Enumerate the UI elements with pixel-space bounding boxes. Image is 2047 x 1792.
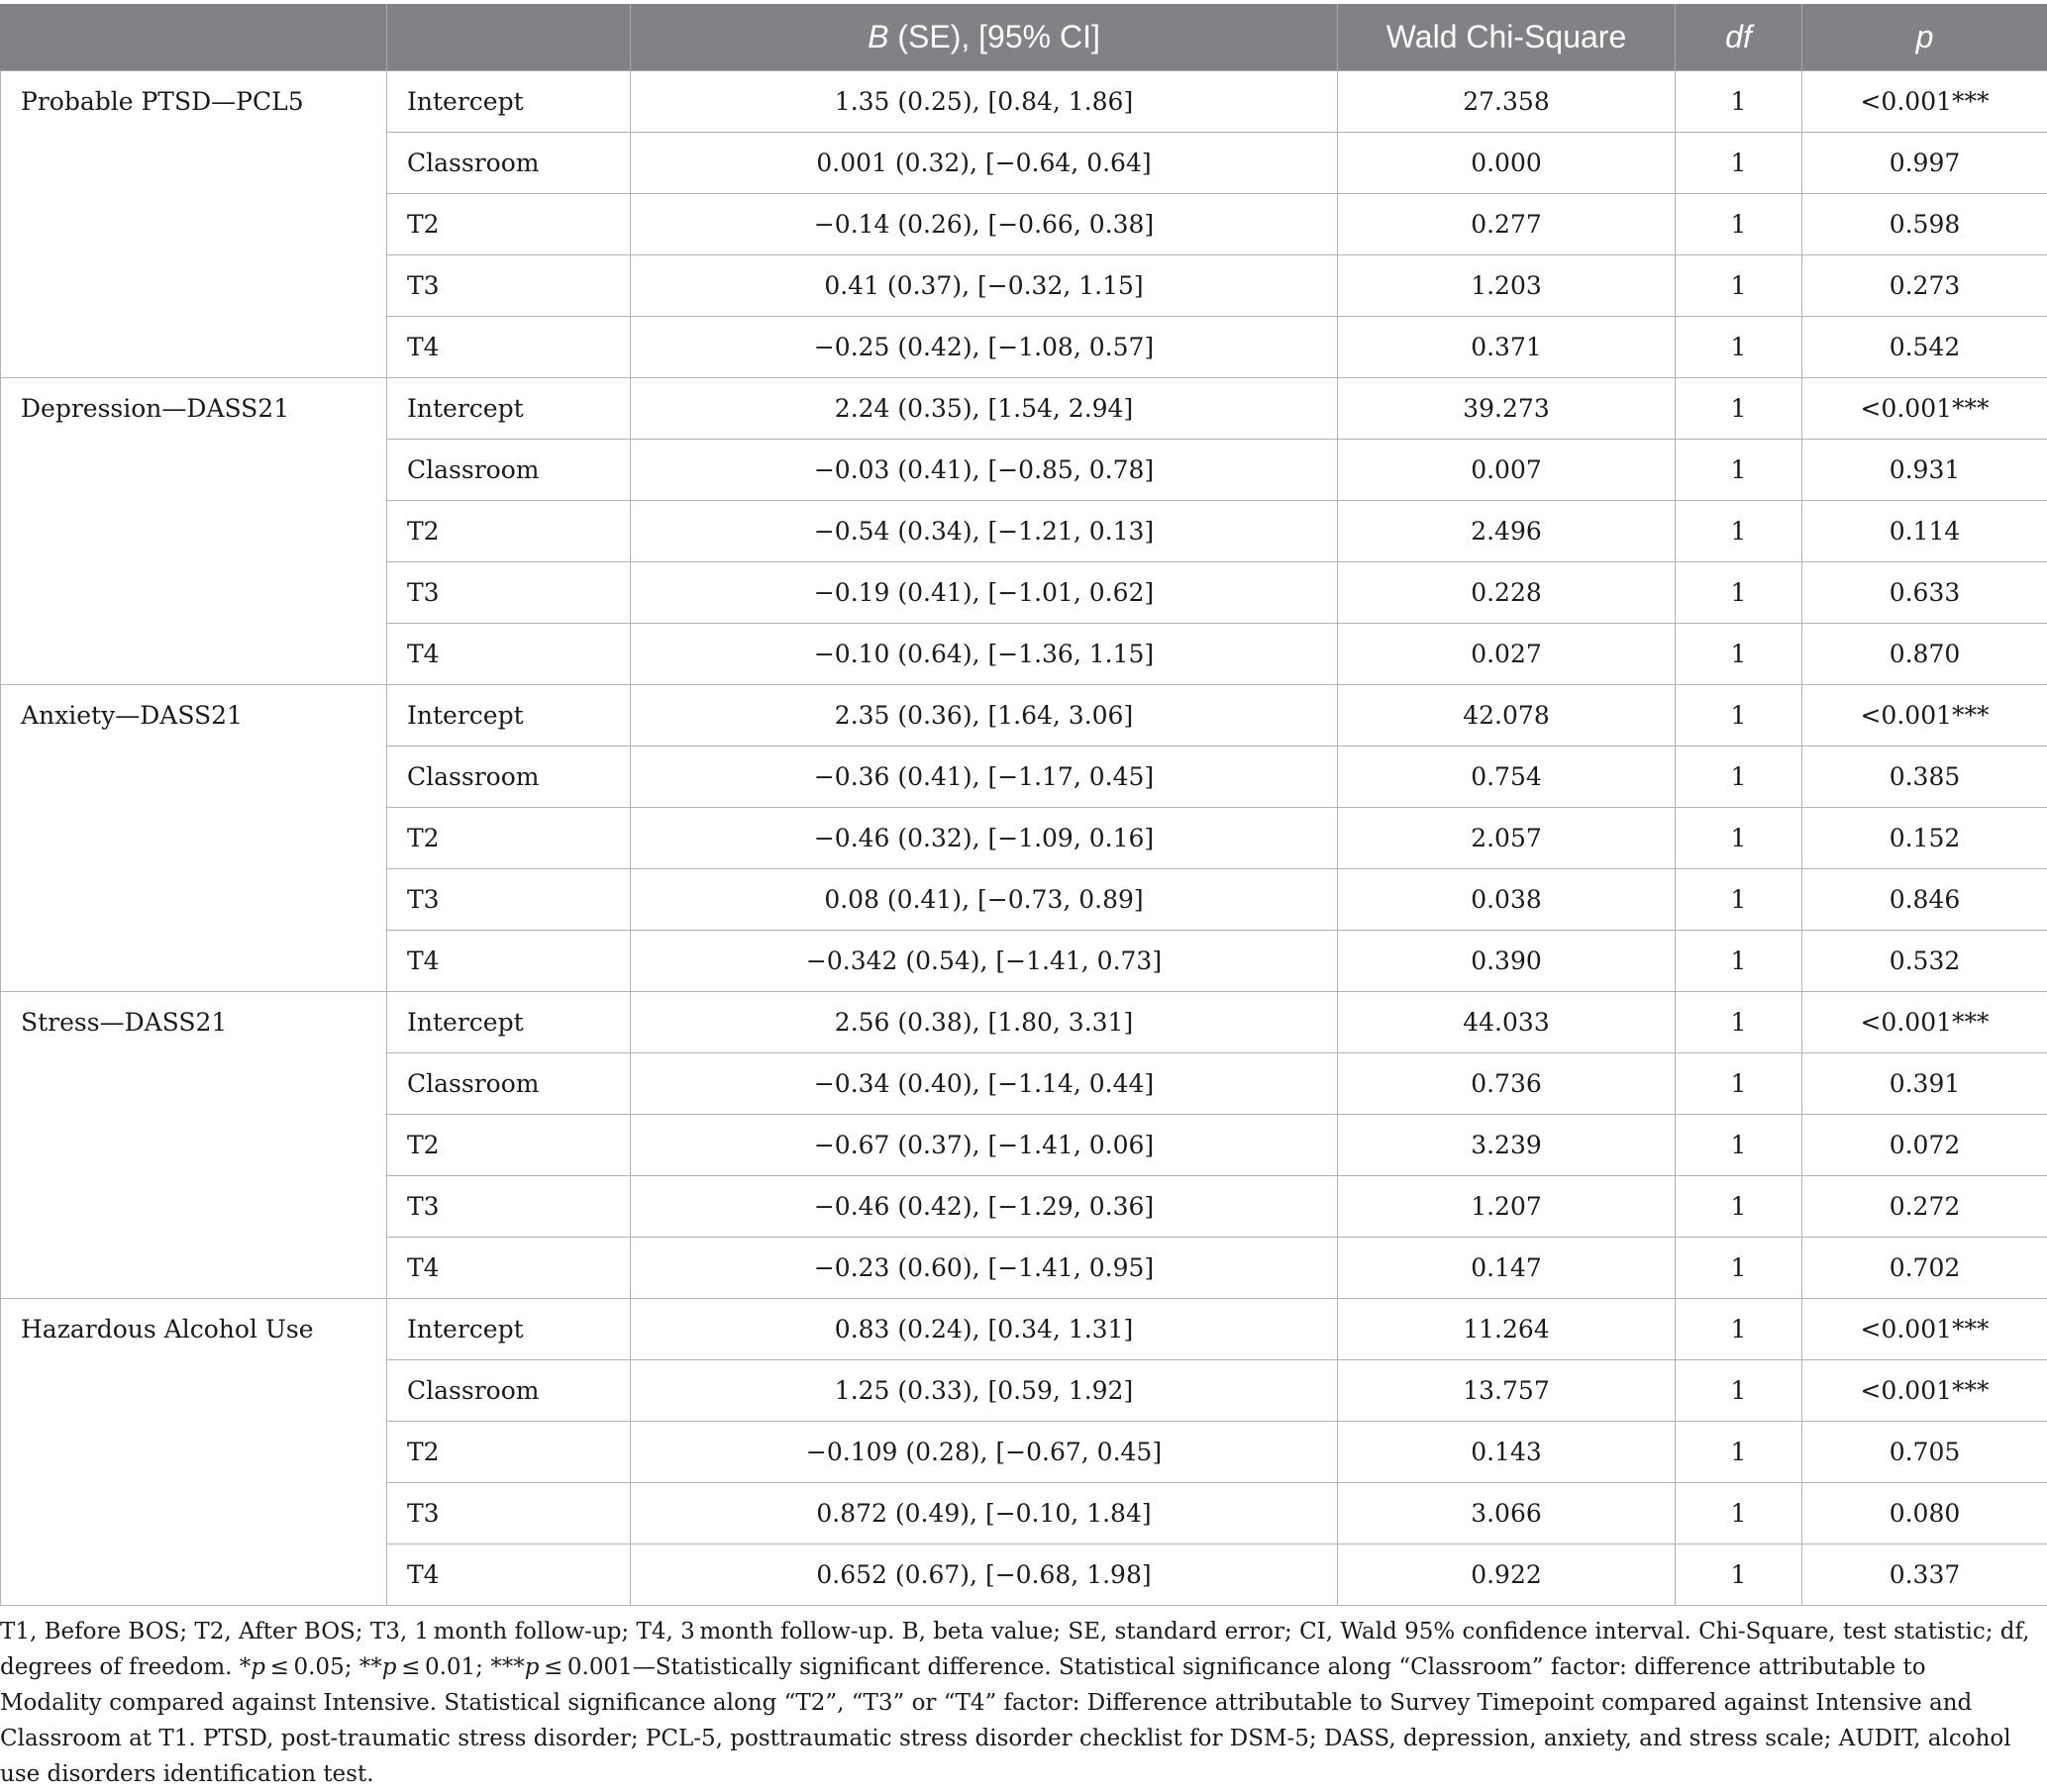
table-row bbox=[1, 378, 2047, 440]
wald-cell: 0.147 bbox=[1338, 1238, 1676, 1299]
df-cell: 1 bbox=[1676, 1238, 1802, 1299]
p-value-cell: 0.705 bbox=[1802, 1422, 2047, 1483]
wald-cell: 0.000 bbox=[1338, 133, 1676, 194]
wald-cell: 39.273 bbox=[1338, 378, 1676, 440]
wald-cell: 1.207 bbox=[1338, 1176, 1676, 1238]
df-cell: 1 bbox=[1676, 1299, 1802, 1360]
term-cell: Classroom bbox=[387, 747, 631, 808]
footnote-segment: T1, Before BOS; T2, After BOS; T3, 1 month follow-up; T4, 3 month follow-up. B, beta value; SE, standard error; CI, Wald 95% confidence interval. Chi-Square, test statistic; df, degrees of freedom. * bbox=[0, 1619, 2030, 1680]
term-cell: T2 bbox=[387, 501, 631, 562]
p-value-cell: <0.001*** bbox=[1802, 685, 2047, 747]
p-value-cell: 0.272 bbox=[1802, 1176, 2047, 1238]
wald-cell: 3.066 bbox=[1338, 1483, 1676, 1544]
b-se-ci-cell: 0.652 (0.67), [−0.68, 1.98] bbox=[631, 1544, 1338, 1606]
df-cell: 1 bbox=[1676, 624, 1802, 685]
term-cell: Classroom bbox=[387, 440, 631, 501]
b-se-ci-cell: −0.25 (0.42), [−1.08, 0.57] bbox=[631, 317, 1338, 378]
p-value-cell: 0.542 bbox=[1802, 317, 2047, 378]
wald-cell: 0.228 bbox=[1338, 562, 1676, 624]
b-se-ci-cell: 1.25 (0.33), [0.59, 1.92] bbox=[631, 1360, 1338, 1422]
b-se-ci-cell: −0.19 (0.41), [−1.01, 0.62] bbox=[631, 562, 1338, 624]
b-se-ci-cell: −0.54 (0.34), [−1.21, 0.13] bbox=[631, 501, 1338, 562]
df-cell: 1 bbox=[1676, 808, 1802, 869]
df-cell: 1 bbox=[1676, 501, 1802, 562]
b-se-ci-cell: 2.24 (0.35), [1.54, 2.94] bbox=[631, 378, 1338, 440]
b-se-ci-cell: −0.34 (0.40), [−1.14, 0.44] bbox=[631, 1053, 1338, 1115]
b-se-ci-cell: −0.10 (0.64), [−1.36, 1.15] bbox=[631, 624, 1338, 685]
table-row bbox=[1, 685, 2047, 747]
term-cell: T3 bbox=[387, 869, 631, 931]
df-cell: 1 bbox=[1676, 992, 1802, 1053]
table-footnote bbox=[0, 1614, 2030, 1792]
table-row bbox=[1, 992, 2047, 1053]
wald-cell: 44.033 bbox=[1338, 992, 1676, 1053]
wald-cell: 0.922 bbox=[1338, 1544, 1676, 1606]
wald-cell: 3.239 bbox=[1338, 1115, 1676, 1176]
wald-cell: 27.358 bbox=[1338, 71, 1676, 133]
term-cell: Intercept bbox=[387, 685, 631, 747]
p-value-cell: 0.870 bbox=[1802, 624, 2047, 685]
b-se-ci-cell: −0.46 (0.42), [−1.29, 0.36] bbox=[631, 1176, 1338, 1238]
b-se-ci-cell: 0.001 (0.32), [−0.64, 0.64] bbox=[631, 133, 1338, 194]
df-cell: 1 bbox=[1676, 71, 1802, 133]
p-value-cell: 0.385 bbox=[1802, 747, 2047, 808]
table-header-row bbox=[1, 4, 2047, 71]
term-cell: T4 bbox=[387, 1238, 631, 1299]
b-se-ci-cell: 0.41 (0.37), [−0.32, 1.15] bbox=[631, 255, 1338, 317]
footnote-segment: ≤ 0.001—Statistically significant difference. Statistical significance along “Classroom” factor: difference attributable to Modality compared against Intensive. Statistical significance along “T2”, “T3” or “T4” factor: Difference attributable to Survey Timepoint compared against Intensive and Classroom at T1. PTSD, post-traumatic stress disorder; PCL-5, posttraumatic stress disorder checklist for DSM-5; DASS, depression, anxiety, and stress scale; AUDIT, alcohol use disorders identification test. bbox=[0, 1654, 2011, 1787]
b-se-ci-cell: −0.109 (0.28), [−0.67, 0.45] bbox=[631, 1422, 1338, 1483]
wald-cell: 42.078 bbox=[1338, 685, 1676, 747]
outcome-label: Hazardous Alcohol Use bbox=[1, 1299, 387, 1606]
term-cell: T3 bbox=[387, 1483, 631, 1544]
b-se-ci-cell: −0.03 (0.41), [−0.85, 0.78] bbox=[631, 440, 1338, 501]
table-row bbox=[1, 71, 2047, 133]
term-cell: T4 bbox=[387, 317, 631, 378]
header-p: p bbox=[1802, 4, 2047, 71]
term-cell: T2 bbox=[387, 1115, 631, 1176]
term-cell: T4 bbox=[387, 624, 631, 685]
term-cell: T4 bbox=[387, 931, 631, 992]
df-cell: 1 bbox=[1676, 1360, 1802, 1422]
table-row bbox=[1, 1299, 2047, 1360]
p-value-cell: 0.391 bbox=[1802, 1053, 2047, 1115]
header-b-italic: B bbox=[868, 19, 888, 54]
results-table bbox=[0, 4, 2047, 1606]
p-value-cell: 0.598 bbox=[1802, 194, 2047, 255]
p-value-cell: 0.532 bbox=[1802, 931, 2047, 992]
header-blank-term bbox=[387, 4, 631, 71]
df-cell: 1 bbox=[1676, 1053, 1802, 1115]
p-value-cell: 0.080 bbox=[1802, 1483, 2047, 1544]
df-cell: 1 bbox=[1676, 255, 1802, 317]
df-cell: 1 bbox=[1676, 194, 1802, 255]
wald-cell: 0.371 bbox=[1338, 317, 1676, 378]
term-cell: Intercept bbox=[387, 992, 631, 1053]
b-se-ci-cell: 1.35 (0.25), [0.84, 1.86] bbox=[631, 71, 1338, 133]
p-value-cell: <0.001*** bbox=[1802, 1299, 2047, 1360]
b-se-ci-cell: −0.36 (0.41), [−1.17, 0.45] bbox=[631, 747, 1338, 808]
outcome-label: Anxiety—DASS21 bbox=[1, 685, 387, 992]
wald-cell: 2.496 bbox=[1338, 501, 1676, 562]
header-b-rest: (SE), [95% CI] bbox=[888, 19, 1099, 54]
term-cell: T4 bbox=[387, 1544, 631, 1606]
header-blank-outcome bbox=[1, 4, 387, 71]
p-value-cell: 0.931 bbox=[1802, 440, 2047, 501]
df-cell: 1 bbox=[1676, 685, 1802, 747]
df-cell: 1 bbox=[1676, 317, 1802, 378]
wald-cell: 0.736 bbox=[1338, 1053, 1676, 1115]
wald-cell: 0.754 bbox=[1338, 747, 1676, 808]
b-se-ci-cell: 2.56 (0.38), [1.80, 3.31] bbox=[631, 992, 1338, 1053]
df-cell: 1 bbox=[1676, 1115, 1802, 1176]
term-cell: T3 bbox=[387, 562, 631, 624]
outcome-label: Stress—DASS21 bbox=[1, 992, 387, 1299]
df-cell: 1 bbox=[1676, 747, 1802, 808]
b-se-ci-cell: 0.83 (0.24), [0.34, 1.31] bbox=[631, 1299, 1338, 1360]
b-se-ci-cell: −0.14 (0.26), [−0.66, 0.38] bbox=[631, 194, 1338, 255]
df-cell: 1 bbox=[1676, 931, 1802, 992]
wald-cell: 0.277 bbox=[1338, 194, 1676, 255]
term-cell: T3 bbox=[387, 255, 631, 317]
df-cell: 1 bbox=[1676, 1483, 1802, 1544]
df-cell: 1 bbox=[1676, 1422, 1802, 1483]
wald-cell: 0.007 bbox=[1338, 440, 1676, 501]
p-value-cell: <0.001*** bbox=[1802, 378, 2047, 440]
b-se-ci-cell: 0.08 (0.41), [−0.73, 0.89] bbox=[631, 869, 1338, 931]
p-value-cell: 0.997 bbox=[1802, 133, 2047, 194]
b-se-ci-cell: 0.872 (0.49), [−0.10, 1.84] bbox=[631, 1483, 1338, 1544]
b-se-ci-cell: −0.342 (0.54), [−1.41, 0.73] bbox=[631, 931, 1338, 992]
p-value-cell: <0.001*** bbox=[1802, 1360, 2047, 1422]
wald-cell: 0.143 bbox=[1338, 1422, 1676, 1483]
df-cell: 1 bbox=[1676, 440, 1802, 501]
b-se-ci-cell: −0.46 (0.32), [−1.09, 0.16] bbox=[631, 808, 1338, 869]
term-cell: Classroom bbox=[387, 1360, 631, 1422]
term-cell: Classroom bbox=[387, 133, 631, 194]
p-value-cell: 0.702 bbox=[1802, 1238, 2047, 1299]
outcome-label: Probable PTSD—PCL5 bbox=[1, 71, 387, 378]
wald-cell: 13.757 bbox=[1338, 1360, 1676, 1422]
wald-cell: 1.203 bbox=[1338, 255, 1676, 317]
term-cell: Classroom bbox=[387, 1053, 631, 1115]
header-wald: Wald Chi-Square bbox=[1338, 4, 1676, 71]
footnote-segment: p bbox=[251, 1654, 265, 1680]
term-cell: T2 bbox=[387, 808, 631, 869]
df-cell: 1 bbox=[1676, 869, 1802, 931]
term-cell: Intercept bbox=[387, 71, 631, 133]
b-se-ci-cell: −0.23 (0.60), [−1.41, 0.95] bbox=[631, 1238, 1338, 1299]
df-cell: 1 bbox=[1676, 133, 1802, 194]
header-b-se-ci bbox=[631, 4, 1338, 71]
df-cell: 1 bbox=[1676, 378, 1802, 440]
term-cell: Intercept bbox=[387, 1299, 631, 1360]
footnote-segment: ≤ 0.05; ** bbox=[265, 1654, 382, 1680]
wald-cell: 11.264 bbox=[1338, 1299, 1676, 1360]
p-value-cell: <0.001*** bbox=[1802, 992, 2047, 1053]
term-cell: T2 bbox=[387, 194, 631, 255]
footnote-segment: p bbox=[382, 1654, 397, 1680]
p-value-cell: 0.152 bbox=[1802, 808, 2047, 869]
wald-cell: 2.057 bbox=[1338, 808, 1676, 869]
b-se-ci-cell: −0.67 (0.37), [−1.41, 0.06] bbox=[631, 1115, 1338, 1176]
p-value-cell: <0.001*** bbox=[1802, 71, 2047, 133]
term-cell: Intercept bbox=[387, 378, 631, 440]
term-cell: T2 bbox=[387, 1422, 631, 1483]
wald-cell: 0.027 bbox=[1338, 624, 1676, 685]
p-value-cell: 0.273 bbox=[1802, 255, 2047, 317]
df-cell: 1 bbox=[1676, 1176, 1802, 1238]
footnote-segment: p bbox=[525, 1654, 540, 1680]
p-value-cell: 0.846 bbox=[1802, 869, 2047, 931]
table-body bbox=[1, 71, 2047, 1606]
footnote-segment: ≤ 0.01; *** bbox=[397, 1654, 525, 1680]
df-cell: 1 bbox=[1676, 562, 1802, 624]
wald-cell: 0.038 bbox=[1338, 869, 1676, 931]
df-cell: 1 bbox=[1676, 1544, 1802, 1606]
p-value-cell: 0.072 bbox=[1802, 1115, 2047, 1176]
outcome-label: Depression—DASS21 bbox=[1, 378, 387, 685]
wald-cell: 0.390 bbox=[1338, 931, 1676, 992]
term-cell: T3 bbox=[387, 1176, 631, 1238]
b-se-ci-cell: 2.35 (0.36), [1.64, 3.06] bbox=[631, 685, 1338, 747]
p-value-cell: 0.114 bbox=[1802, 501, 2047, 562]
p-value-cell: 0.337 bbox=[1802, 1544, 2047, 1606]
header-df: df bbox=[1676, 4, 1802, 71]
p-value-cell: 0.633 bbox=[1802, 562, 2047, 624]
